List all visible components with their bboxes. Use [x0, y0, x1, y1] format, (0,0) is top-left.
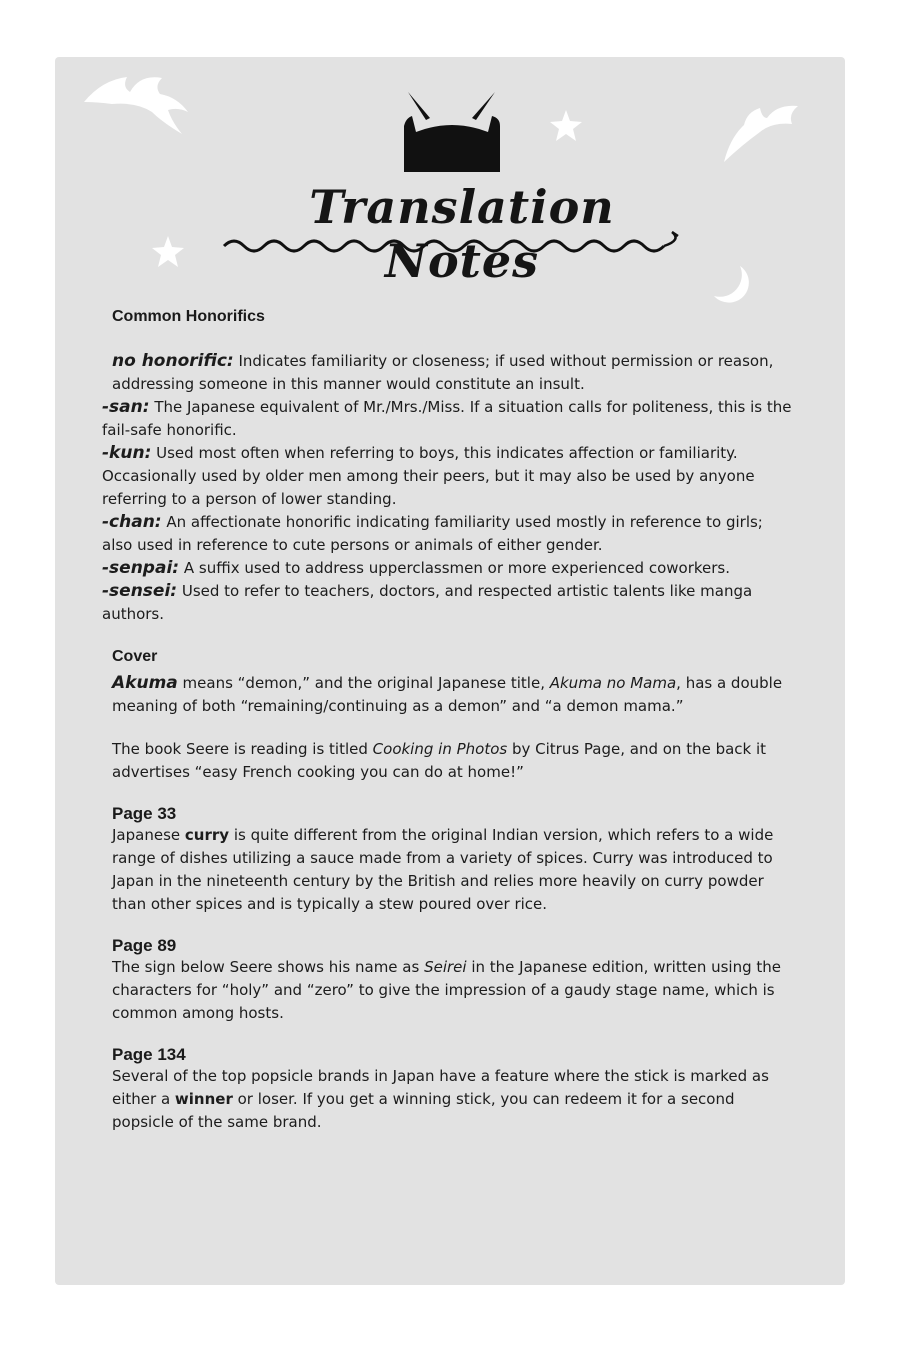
cover-note: [112, 672, 792, 718]
bat-right-icon: [722, 100, 802, 165]
honorific-entry: [102, 580, 792, 626]
star-icon: [548, 108, 584, 144]
note-bold: curry: [184, 826, 230, 844]
cover-text: means “demon,” and the original Japanese title,: [177, 674, 550, 692]
page-note: [112, 956, 792, 1025]
honorific-entry: [102, 442, 792, 511]
cover-title: Akuma no Mama: [549, 674, 677, 692]
note-text: in the Japanese edition, written using the characters for “holy” and “zero” to give the impression of a gaudy stage name, which is common among hosts.: [112, 958, 781, 1022]
note-text: The sign below Seere shows his name as: [112, 958, 425, 976]
honorific-term: no honorific:: [112, 351, 234, 371]
star-icon: [150, 234, 186, 270]
note-italic: Seirei: [424, 958, 467, 976]
honorific-entry: [112, 350, 792, 396]
squiggle-underline: [220, 230, 690, 260]
honorific-entry: [102, 557, 792, 580]
page-note: [112, 1065, 792, 1134]
honorific-text: Used most often when referring to boys, this indicates affection or familiarity. Occasionally used by older men among their peers, but it may also be used by anyone referring to a person of lower standing.: [102, 444, 755, 508]
honorific-term: -kun:: [102, 443, 152, 463]
section-heading: Cover: [112, 648, 158, 665]
cover-text: by Citrus Page, and on the back it advertises “easy French cooking you can do at home!”: [112, 740, 767, 781]
honorific-entry: [102, 511, 792, 557]
honorific-text: An affectionate honorific indicating familiarity used mostly in reference to girls; also used in reference to cute persons or animals of either gender.: [102, 513, 763, 554]
page-title: Translation Notes: [309, 180, 615, 288]
note-text: is quite different from the original Indian version, which refers to a wide range of dishes utilizing a sauce made from a variety of spices. Curry was introduced to Japan in the nineteenth century by the British and relies more heavily on curry powder than other spices and is typically a stew poured over rice.: [112, 826, 774, 913]
honorific-entry: [102, 396, 792, 442]
honorific-text: A suffix used to address upperclassmen or more experienced coworkers.: [179, 559, 731, 577]
note-text: Japanese: [112, 826, 185, 844]
section-heading: Common Honorifics: [112, 308, 265, 325]
cover-text: The book Seere is reading is titled: [112, 740, 373, 758]
honorific-text: Used to refer to teachers, doctors, and respected artistic talents like manga authors.: [102, 582, 753, 623]
cover-note: [112, 738, 792, 784]
notes-content: [102, 308, 792, 1134]
note-text: or loser. If you get a winning stick, you can redeem it for a second popsicle of the same brand.: [112, 1090, 735, 1131]
cover-term: Akuma: [112, 673, 178, 693]
page-note: [112, 824, 792, 916]
honorific-term: -senpai:: [102, 558, 180, 578]
bat-left-icon: [82, 72, 192, 142]
book-title: Cooking in Photos: [372, 740, 508, 758]
note-bold: winner: [174, 1090, 233, 1108]
crescent-moon-icon: [710, 262, 758, 310]
section-heading: Page 33: [112, 804, 177, 823]
honorific-term: -chan:: [102, 512, 162, 532]
section-heading: Page 89: [112, 936, 177, 955]
honorific-text: Indicates familiarity or closeness; if used without permission or reason, addressing someone in this manner would constitute an insult.: [112, 352, 774, 393]
honorific-term: -san:: [102, 397, 150, 417]
honorific-term: -sensei:: [102, 581, 178, 601]
title-block: [220, 150, 690, 288]
honorific-text: The Japanese equivalent of Mr./Mrs./Miss. If a situation calls for politeness, this is the fail-safe honorific.: [102, 398, 792, 439]
note-text: Several of the top popsicle brands in Japan have a feature where the stick is marked as either a: [112, 1067, 769, 1108]
cover-text: , has a double meaning of both “remaining/continuing as a demon” and “a demon mama.”: [112, 674, 783, 715]
section-heading: Page 134: [112, 1045, 186, 1064]
